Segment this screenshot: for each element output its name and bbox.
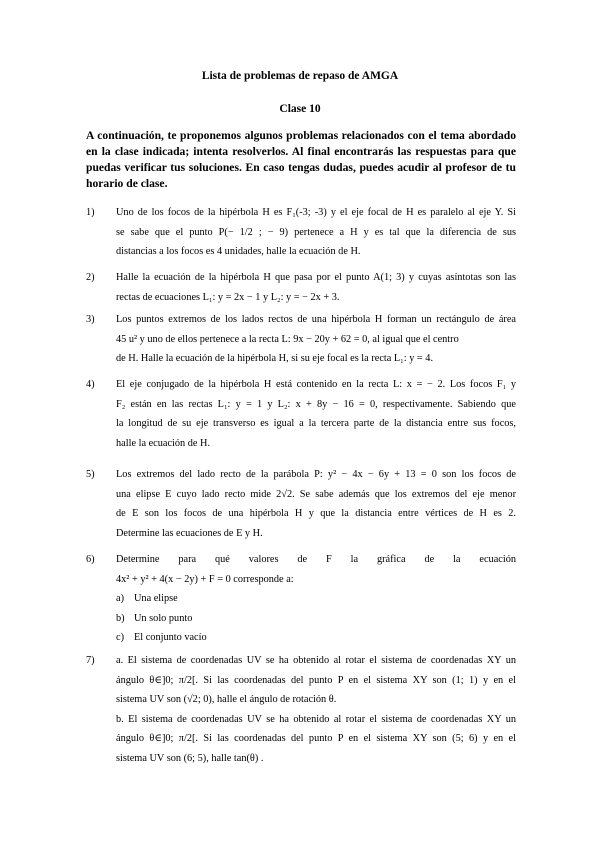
problem-line: halle la ecuación de H.: [116, 437, 211, 449]
problem-number: 4): [86, 379, 95, 390]
problem-line: se sabe que el punto P(− 1/2 ; − 9) pertenece a H y es tal que la diferencia de sus: [116, 226, 516, 238]
problem-2: [86, 268, 516, 307]
problem-line: Determine las ecuaciones de E y H.: [116, 527, 263, 539]
problem-line: Halle la ecuación de la hipérbola H que pasa por el punto A(1; 3) y cuyas asíntotas son las: [116, 272, 516, 283]
problem-line: 4x² + y² + 4(x − 2y) + F = 0 corresponde a:: [116, 573, 294, 585]
problem-line: una elipse E cuyo lado recto mide 2√2. Se sabe además que los extremos del eje menor: [116, 488, 516, 500]
document-title: Lista de problemas de repaso de AMGA: [201, 70, 399, 82]
problem-line: sistema UV son (√2; 0), halle el ángulo de rotación θ.: [116, 694, 337, 705]
problem-line: Uno de los focos de la hipérbola H es F₁(-3; -3) y el eje focal de H es paralelo al eje Y. Si: [116, 207, 516, 218]
problem-line: distancias a los focos es 4 unidades, halle la ecuación de H.: [116, 246, 361, 257]
intro-paragraph: A continuación, te proponemos algunos problemas relacionados con el tema abordado en la clase indicada; intenta resolverlos. Al final encontrarás las respuestas para que puedas verificar tus soluciones. En caso tengas dudas, puedes acudir al profesor de tu horario de clase.: [86, 129, 516, 190]
problem-line: la longitud de su eje transverso es igual a la tercera parte de la distancia entre sus focos,: [116, 418, 516, 429]
problem-line: Los puntos extremos de los lados rectos de una hipérbola H forman un rectángulo de área: [116, 314, 516, 325]
problem-line: F₂ están en las rectas L₁: y = 1 y L₂: x + 8y − 16 = 0, respectivamente. Sabiendo que: [116, 398, 516, 410]
problem-5: [86, 465, 516, 543]
problem-1: [86, 203, 516, 262]
problem-number: 6): [86, 554, 95, 565]
problem-line: de E son los focos de una hipérbola H y que la distancia entre vértices de H es 2.: [116, 508, 516, 519]
problem-line: ángulo θ∈]0; π/2[. Si las coordenadas del punto P en el sistema XY son (1; 1) y en el: [116, 674, 516, 686]
problem-line: Los extremos del lado recto de la parábola P: y² − 4x − 6y + 13 = 0 son los focos de: [116, 469, 516, 480]
problem-number: 2): [86, 272, 95, 283]
problem-line: b. El sistema de coordenadas UV se ha obtenido al rotar el sistema de coordenadas XY un: [116, 713, 516, 725]
problem-7: [86, 651, 516, 768]
problem-number: 3): [86, 314, 95, 325]
problem-line: de H. Halle la ecuación de la hipérbola H, si su eje focal es la recta L₁: y = 4.: [116, 353, 434, 364]
class-heading: Clase 10: [279, 103, 321, 115]
problem-line: a. El sistema de coordenadas UV se ha obtenido al rotar el sistema de coordenadas XY un: [116, 655, 516, 666]
problem-number: 5): [86, 469, 95, 480]
problem-line: El eje conjugado de la hipérbola H está contenido en la recta L: x = − 2. Los focos F₁ y: [116, 379, 516, 390]
problem-line: ángulo θ∈]0; π/2[. Si las coordenadas del punto P en el sistema XY son (5; 6) y en el: [116, 733, 516, 744]
option-a: a) Una elipse: [116, 593, 178, 604]
problem-6: [86, 550, 516, 648]
problem-line: sistema UV son (6; 5), halle tan(θ) .: [116, 752, 264, 764]
problem-line: Determine para qué valores de F la gráfica de la ecuación: [116, 554, 516, 565]
problem-line: rectas de ecuaciones L₁: y = 2x − 1 y L₂: y = − 2x + 3.: [116, 291, 340, 303]
problem-line: 45 u² y uno de ellos pertenece a la recta L: 9x − 20y + 62 = 0, al igual que el centro: [116, 333, 459, 345]
problem-4: [86, 375, 516, 453]
problem-number: 7): [86, 655, 95, 666]
problem-number: 1): [86, 207, 95, 218]
problem-3: [86, 310, 516, 369]
option-c: c) El conjunto vacío: [116, 632, 207, 643]
option-b: b) Un solo punto: [116, 612, 193, 624]
